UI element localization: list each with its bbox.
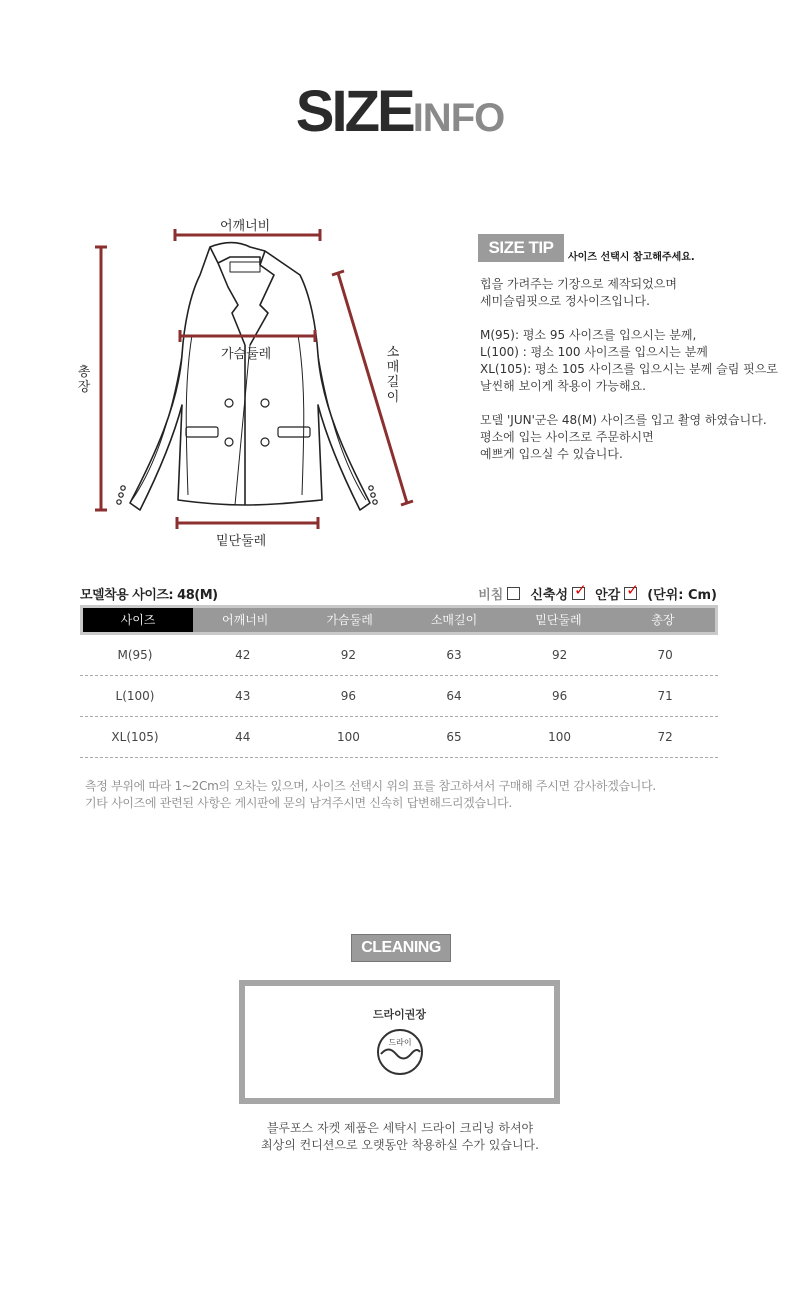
page-title [0,78,800,145]
tip-line: 힙을 가려주는 기장으로 제작되었으며 [480,277,677,291]
table-row [80,635,718,676]
title-size: SIZE [295,79,413,144]
sheer-checkbox [507,587,520,600]
fabric-flags [468,581,717,603]
tip-line: 모델 'JUN'군은 48(M) 사이즈를 입고 촬영 하였습니다. [480,413,767,427]
cleaning-box [239,980,560,1104]
table-header [80,605,718,635]
sleeve-label: 소 매 길 이 [386,345,400,405]
flag-stretch [530,581,587,603]
flag-sheer-label: 비침 [478,588,504,603]
tip-line: L(100) : 평소 100 사이즈를 입으시는 분께 [480,345,708,359]
table-header-cell: 총장 [651,613,675,627]
tip-line: 평소에 입는 사이즈로 주문하시면 [480,430,654,444]
table-cell: 70 [657,648,673,662]
table-cell: M(95) [117,648,153,662]
tip-line: 예쁘게 입으실 수 있습니다. [480,447,623,461]
table-cell: 72 [657,730,673,744]
table-cell: L(100) [115,689,155,703]
cleaning-description: 최상의 컨디션으로 오랫동안 착용하실 수가 있습니다. [261,1138,539,1152]
stretch-checkbox [572,581,587,600]
lining-checkbox [624,581,639,600]
flag-stretch-label: 신축성 [530,588,569,603]
table-cell: 43 [235,689,251,703]
table-row [80,676,718,717]
cleaning-badge: CLEANING [351,934,451,962]
table-cell: 44 [235,730,251,744]
table-cell: 64 [446,689,462,703]
dry-clean-icon [376,1028,424,1076]
jacket-diagram [60,205,430,565]
flag-sheer [478,584,520,603]
size-table [80,605,718,758]
unit-label: (단위: Cm) [647,588,717,603]
table-cell: 42 [235,648,251,662]
tip-line: M(95): 평소 95 사이즈를 입으시는 분께, [480,328,697,342]
measurement-note: 측정 부위에 따라 1~2Cm의 오차는 있으며, 사이즈 선택시 위의 표를 참고하셔서 구매해 주시면 감사하겠습니다. [85,779,656,793]
size-tip-heading: 사이즈 선택시 참고해주세요. [568,252,695,263]
title-info: INFO [412,96,505,140]
table-cell: 92 [340,648,357,662]
hem-label: 밑단둘레 [216,534,267,549]
model-size-label: 모델착용 사이즈: 48(M) [80,588,218,603]
check-icon: ✓ [574,581,587,599]
table-cell: 100 [336,730,360,744]
table-cell: 71 [657,689,673,703]
flag-lining [595,581,639,603]
chest-label: 가슴둘레 [221,347,272,362]
table-header-cell: 소매길이 [430,613,478,627]
table-header-cell: 사이즈 [83,608,193,632]
dry-clean-icon-text: 드라이 [388,1038,412,1047]
table-header-cell: 밑단둘레 [535,613,582,627]
size-tip-badge: SIZE TIP [478,234,564,262]
table-cell: 96 [551,689,568,703]
inquiry-note: 기타 사이즈에 관련된 사항은 게시판에 문의 남겨주시면 신속히 답변해드리겠습니다. [85,796,512,810]
table-cell: 100 [548,730,572,744]
jacket-illustration [60,205,430,565]
table-cell: XL(105) [111,730,159,744]
check-icon: ✓ [626,581,639,599]
tip-line: 세미슬림핏으로 정사이즈입니다. [480,294,650,308]
table-cell: 65 [446,730,462,744]
shoulder-label: 어깨너비 [220,219,271,234]
table-cell: 96 [340,689,357,703]
length-label: 총 장 [77,365,91,395]
cleaning-description: 블루포스 자켓 제품은 세탁시 드라이 크리닝 하셔야 [266,1121,534,1135]
table-row [80,717,718,758]
table-header-cell: 어깨너비 [222,613,269,627]
dry-clean-title: 드라이권장 [372,1008,427,1021]
table-header-cell: 가슴둘레 [326,613,373,627]
flag-lining-label: 안감 [595,588,621,603]
tip-line: XL(105): 평소 105 사이즈를 입으시는 분께 슬림 핏으로 [480,362,778,376]
table-cell: 92 [551,648,568,662]
table-cell: 63 [446,648,462,662]
tip-line: 날씬해 보이게 착용이 가능해요. [480,379,646,393]
